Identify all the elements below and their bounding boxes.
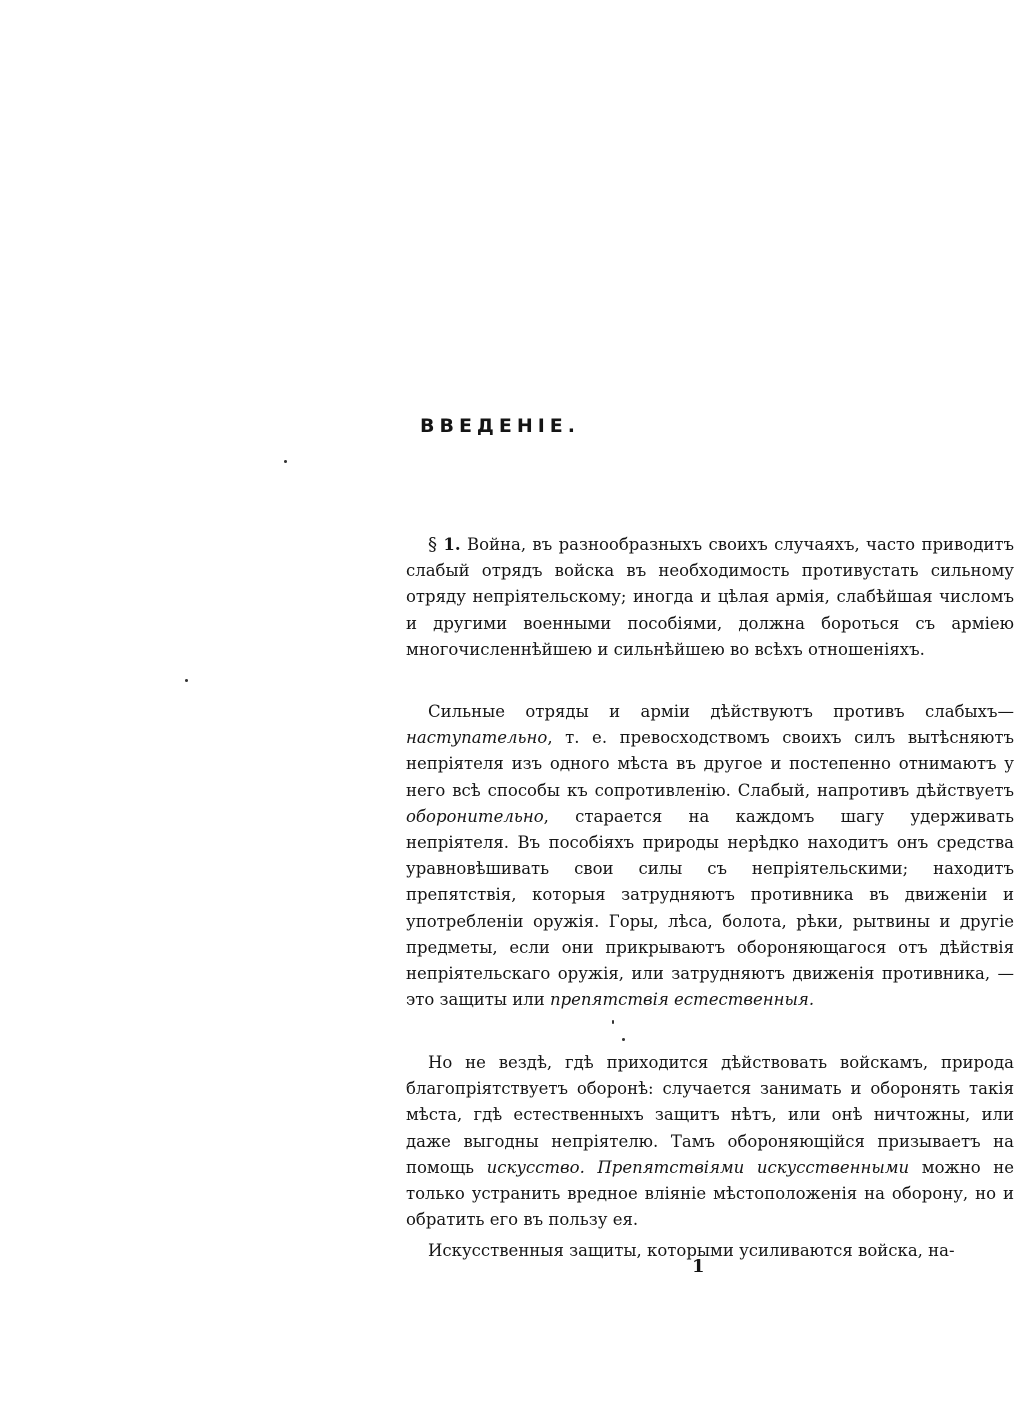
paragraph-3 (406, 1050, 1014, 1233)
paragraph-2-text-3: , старается на каждомъ шагу удерживать непріятеля. Въ пособіяхъ природы нерѣдко находитъ онъ средства уравновѣшивать свои силы съ непріятельскими; находитъ препятствія, которыя затрудняютъ противника въ движеніи и употребленіи оружія. Горы, лѣса, болота, рѣки, рытвины и другіе предметы, если они прикрываютъ обороняющагося отъ дѣйствія непріятельскаго оружія, или затрудняютъ движенія противника, — это защиты или (406, 806, 1014, 1010)
paragraph-3-text-1: Но не вездѣ, гдѣ приходится дѣйствовать войскамъ, природа благопріятствуетъ оборонѣ: случается занимать и оборонять такія мѣста, гдѣ естественныхъ защитъ нѣтъ, или онѣ ничтожны, или даже выгодны непріятелю. Тамъ обороняющійся призываетъ на помощь (406, 1053, 1014, 1177)
paragraph-3-italic-1: искусство. Препятствіями искусственными (486, 1157, 910, 1177)
paragraph-4-text: Искусственныя защиты, которыми усиливаются войска, на- (428, 1241, 955, 1260)
print-speck (185, 679, 188, 682)
paragraph-2-text-1: Сильные отряды и арміи дѣйствуютъ противъ слабыхъ— (428, 702, 1014, 721)
page-number: 1 (692, 1256, 705, 1277)
paragraph-1-text: Война, въ разнообразныхъ своихъ случаяхъ, часто приводитъ слабый отрядъ войска въ необходимость противустать сильному отряду непріятельскому; иногда и цѣлая армія, слабѣйшая числомъ и другими военными пособіями, должна бороться съ арміею многочисленнѣйшею и сильнѣйшею во всѣхъ отношеніяхъ. (406, 535, 1014, 659)
print-speck (284, 460, 287, 463)
chapter-heading: ВВЕДЕНІЕ. (419, 415, 580, 437)
paragraph-2-italic-3: препятствія естественныя. (549, 990, 815, 1010)
paragraph-3-text-2: можно не только устранить вредное вліяніе мѣстоположенія на оборону, но и обратить его въ пользу ея. (406, 1157, 1014, 1230)
section-number: 1. (443, 535, 461, 554)
paragraph-4 (406, 1238, 1014, 1264)
print-speck (622, 1038, 625, 1041)
print-speck (612, 1020, 614, 1024)
paragraph-2-italic-1: наступательно (406, 728, 548, 748)
paragraph-2-italic-2: оборонительно (406, 806, 544, 826)
paragraph-1 (406, 532, 1014, 663)
section-sign: § (428, 534, 437, 555)
paragraph-2 (406, 699, 1014, 1013)
paragraph-2-text-2: , т. е. превосходствомъ своихъ силъ вытѣсняютъ непріятеля изъ одного мѣста въ другое и постепенно отнимаютъ у него всѣ способы къ сопротивленію. Слабый, напротивъ дѣйствуетъ (406, 728, 1014, 800)
